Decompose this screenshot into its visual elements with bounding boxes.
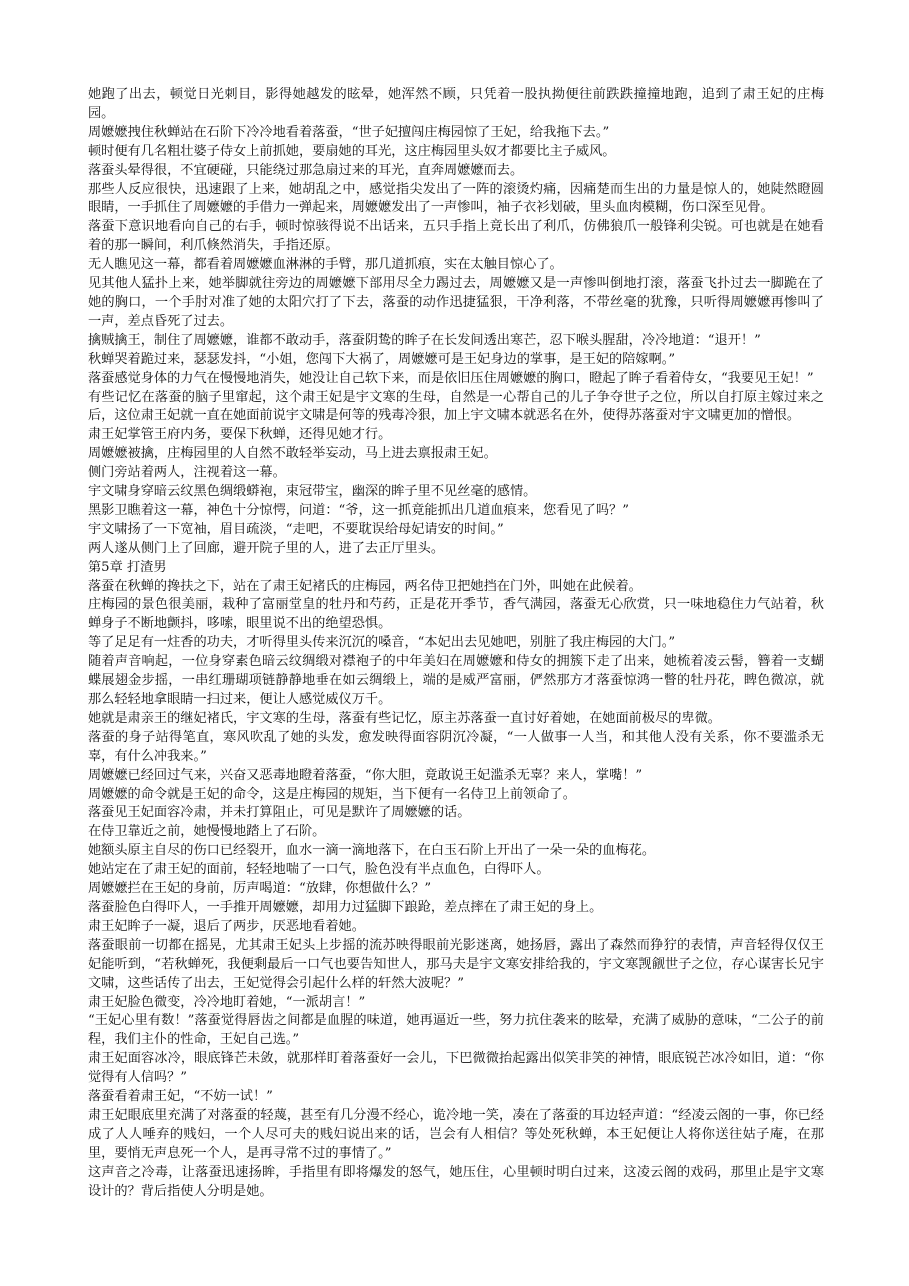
paragraph: 落蚕头晕得很，不宜硬碰，只能绕过那急扇过来的耳光，直奔周嬷嬷而去。 [88,162,524,178]
paragraph: 无人瞧见这一幕，都看着周嬷嬷血淋淋的手臂，那几道抓痕，实在太触目惊心了。 [88,257,563,273]
document-page [88,86,824,1201]
paragraph: 她跑了出去，顿觉日光刺目，影得她越发的眩晕，她浑然不顾，只凭着一股执拗便往前跌跌撞撞地跑，追到了肃王妃的庄梅园。 [88,87,824,121]
paragraph: 肃王妃脸色微变，冷冷地盯着她，“一派胡言！” [88,994,366,1010]
paragraph: 落蚕感觉身体的力气在慢慢地消失，她没让自己软下来，而是依旧压住周嬷嬷的胸口，瞪起了眸子看着侍女，“我要见王妃！” [88,370,814,386]
paragraph: 顿时便有几名粗壮婆子侍女上前抓她，要扇她的耳光，这庄梅园里头奴才都要比主子威风。 [88,143,616,159]
paragraph: 肃王妃掌管王府内务，要保下秋蝉，还得见她才行。 [88,427,392,443]
paragraph: 落蚕眼前一切都在摇晃，尤其肃王妃头上步摇的流苏映得眼前光影迷离，她扬唇，露出了森然而狰狞的表情，声音轻得仅仅王妃能听到，“若秋蝉死，我便剩最后一口气也要告知世人，那马夫是宇文寒安排给我的，宇文寒觊觎世子之位，存心谋害长兄宇文啸，这些话传了出去，王妃觉得会引起什么样的轩然大波呢？” [88,937,824,991]
paragraph: 肃王妃眸子一凝，退后了两步，厌恶地看着她。 [88,918,365,934]
paragraph: 她就是肃亲王的继妃褚氏，宇文寒的生母，落蚕有些记忆，原主苏落蚕一直讨好着她，在她面前极尽的卑微。 [88,710,721,726]
paragraph: 周嬷嬷拽住秋蝉站在石阶下冷冷地看着落蚕，“世子妃擅闯庄梅园惊了王妃，给我拖下去。” [88,124,610,140]
paragraph: 落蚕见王妃面容冷肃，并未打算阻止，可见是默许了周嬷嬷的话。 [88,805,471,821]
paragraph: 黑影卫瞧着这一幕，神色十分惊愕，问道：“爷，这一抓竟能抓出几道血痕来，您看见了吗？” [88,502,629,518]
paragraph: 秋蝉哭着跪过来，瑟瑟发抖，“小姐，您闯下大祸了，周嬷嬷可是王妃身边的掌事，是王妃的陪嫁啊。” [88,351,676,367]
paragraph: 等了足足有一炷香的功夫，才听得里头传来沉沉的嗓音，“本妃出去见她吧，别脏了我庄梅园的大门。” [88,635,676,651]
paragraph: 擒贼擒王，制住了周嬷嬷，谁都不敢动手，落蚕阴鸷的眸子在长发间透出寒芒，忍下喉头腥甜，冷冷地道：“退开！” [88,332,761,348]
chapter-heading: 第5章 打渣男 [88,559,167,575]
paragraph: 她额头原主自尽的伤口已经裂开，血水一滴一滴地落下，在白玉石阶上开出了一朵一朵的血梅花。 [88,843,656,859]
paragraph: 见其他人猛扑上来，她举脚就往旁边的周嬷嬷下部用尽全力踢过去，周嬷嬷又是一声惨叫倒地打滚，落蚕飞扑过去一脚跪在了她的胸口，一个手肘对准了她的太阳穴打了下去，落蚕的动作迅捷猛狠，干净利落，不带丝毫的犹豫，只听得周嬷嬷再惨叫了一声，差点昏死了过去。 [88,276,824,329]
paragraph: 落蚕脸色白得吓人，一手推开周嬷嬷，却用力过猛脚下踉跄，差点摔在了肃王妃的身上。 [88,899,603,915]
paragraph: 肃王妃面容冰冷，眼底锋芒未敛，就那样盯着落蚕好一会儿，下巴微微抬起露出似笑非笑的神情，眼底锐芒冰冷如旧，道：“你觉得有人信吗？” [88,1051,824,1086]
paragraph: 在侍卫靠近之前，她慢慢地踏上了石阶。 [88,824,326,840]
paragraph: 随着声音响起，一位身穿素色暗云纹绸缎对襟袍子的中年美妇在周嬷嬷和侍女的拥簇下走了出来，她梳着凌云髻，簪着一支蝴蝶展翅金步摇，一串红珊瑚项链静静地垂在如云绸缎上，端的是威严富丽，俨然那方才落蚕惊鸿一瞥的牡丹花，睥色微凉，就那么轻轻地拿眼睛一扫过来，便让人感觉威仪万千。 [88,654,824,707]
paragraph: 宇文啸扬了一下宽袖，眉目疏淡，“走吧，不要耽误给母妃请安的时间。” [88,521,504,537]
paragraph: 肃王妃眼底里充满了对落蚕的轻蔑，甚至有几分漫不经心，诡冷地一笑，凑在了落蚕的耳边轻声道：“经凌云阁的一事，你已经成了人人唾弃的贱妇，一个人尽可夫的贱妇说出来的话，岂会有人相信？等处死秋蝉，本王妃便让人将你送往姑子庵，在那里，要悄无声息死一个人，是再寻常不过的事情了。” [88,1107,824,1161]
paragraph: 周嬷嬷已经回过气来，兴奋又恶毒地瞪着落蚕，“你大胆，竟敢说王妃滥杀无辜？来人，掌嘴！” [88,767,643,783]
paragraph: 周嬷嬷的命令就是王妃的命令，这是庄梅园的规矩，当下便有一名侍卫上前领命了。 [88,786,576,802]
paragraph: 有些记忆在落蚕的脑子里窜起，这个肃王妃是宇文寒的生母，自然是一心帮自己的儿子争夺世子之位，所以自打原主嫁过来之后，这位肃王妃就一直在她面前说宇文啸是何等的残毒冷狠，加上宇文啸本就恶名在外，使得苏落蚕对宇文啸更加的憎恨。 [88,389,824,424]
paragraph: 落蚕在秋蝉的搀扶之下，站在了肃王妃褚氏的庄梅园，两名侍卫把她挡在门外，叫她在此候着。 [88,578,642,594]
paragraph: 她站定在了肃王妃的面前，轻轻地喘了一口气，脸色没有半点血色，白得吓人。 [88,862,550,878]
paragraph: “王妃心里有数！”落蚕觉得唇齿之间都是血腥的味道，她再逼近一些，努力抗住袭来的眩晕，充满了威胁的意味，“二公子的前程，我们主仆的性命，王妃自己选。” [88,1013,824,1048]
paragraph: 侧门旁站着两人，注视着这一幕。 [88,465,286,481]
paragraph: 庄梅园的景色很美丽，栽种了富丽堂皇的牡丹和芍药，正是花开季节，香气满园，落蚕无心欣赏，只一味地稳住力气站着，秋蝉身子不断地颤抖，哆嗦，眼里说不出的绝望恐惧。 [88,597,824,632]
paragraph: 周嬷嬷拦在王妃的身前，厉声喝道：“放肆，你想做什么？” [88,881,432,897]
paragraph: 那些人反应很快，迅速跟了上来，她胡乱之中，感觉指尖发出了一阵的滚烫灼痛，因痛楚而生出的力量是惊人的，她陡然瞪圆眼睛，一手抓住了周嬷嬷的手借力一弹起来，周嬷嬷发出了一声惨叫，袖子衣衫划破，里头血肉模糊，伤口深至见骨。 [88,181,824,216]
paragraph: 两人遂从侧门上了回廊，避开院子里的人，进了去正厅里头。 [88,540,445,556]
paragraph: 落蚕下意识地看向自己的右手，顿时惊骇得说不出话来，五只手指上竟长出了利爪，仿佛狼爪一般锋利尖锐。可也就是在她看着的那一瞬间，利爪倏然消失，手指还原。 [88,219,824,254]
paragraph: 落蚕的身子站得笔直，寒风吹乱了她的头发，愈发映得面容阴沉冷凝，“一人做事一人当，和其他人没有关系，你不要滥杀无辜，有什么冲我来。” [88,729,824,764]
paragraph: 这声音之冷毒，让落蚕迅速扬眸，手指里有即将爆发的怒气，她压住，心里顿时明白过来，这凌云阁的戏码，那里止是宇文寒设计的？背后指使人分明是她。 [88,1164,824,1199]
paragraph: 周嬷嬷被擒，庄梅园里的人自然不敢轻举妄动，马上进去禀报肃王妃。 [88,446,497,462]
paragraph: 宇文啸身穿暗云纹黑色绸缎蟒袍，束冠带宝，幽深的眸子里不见丝毫的感情。 [88,484,537,500]
paragraph: 落蚕看着肃王妃，“不妨一试！” [88,1089,273,1105]
